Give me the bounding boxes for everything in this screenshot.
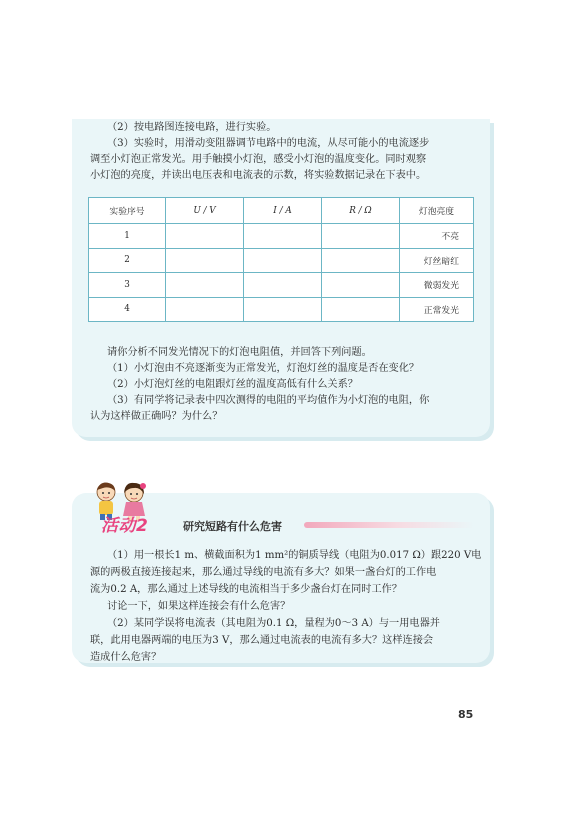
- current-cell[interactable]: [244, 224, 322, 249]
- table-row: [89, 248, 474, 273]
- question-2: （2）小灯泡灯丝的电阻跟灯丝的温度高低有什么关系？: [107, 379, 358, 390]
- brightness-cell: 不亮: [400, 224, 474, 249]
- activity-discussion-text: 讨论一下，如果这样连接会有什么危害？: [107, 601, 291, 612]
- resistance-cell[interactable]: [322, 224, 400, 249]
- current-cell[interactable]: [244, 297, 322, 322]
- col-header-brightness: 灯泡亮度: [400, 198, 474, 224]
- trial-number: 1: [89, 224, 166, 249]
- question-1: （1）小灯泡由不亮逐渐变为正常发光，灯泡灯丝的温度是否在变化？: [107, 363, 420, 374]
- activity-q2-text: （2）某同学误将电流表（其电阻为0.1 Ω，量程为0～3 A）与一用电器并: [107, 618, 440, 629]
- table-header-row: [89, 198, 474, 224]
- activity-q1-text-cont: 源的两极直接连接起来，那么通过导线的电流有多大？如果一盏台灯的工作电: [90, 567, 437, 578]
- question-intro: 请你分析不同发光情况下的灯泡电阻值，并回答下列问题。: [107, 347, 372, 358]
- activity-q2-text-cont: 造成什么危害？: [90, 652, 162, 663]
- step-3-text-cont: 调至小灯泡正常发光。用手触摸小灯泡，感受小灯泡的温度变化。同时观察: [90, 154, 427, 165]
- voltage-cell[interactable]: [166, 297, 244, 322]
- brightness-cell: 灯丝暗红: [400, 248, 474, 273]
- voltage-cell[interactable]: [166, 273, 244, 298]
- table-row: [89, 297, 474, 322]
- trial-number: 4: [89, 297, 166, 322]
- voltage-cell[interactable]: [166, 224, 244, 249]
- page-number: 85: [458, 708, 474, 721]
- col-header-trial: 实验序号: [89, 198, 166, 224]
- resistance-cell[interactable]: [322, 273, 400, 298]
- voltage-cell[interactable]: [166, 248, 244, 273]
- trial-number: 2: [89, 248, 166, 273]
- brightness-cell: 微弱发光: [400, 273, 474, 298]
- table-row: [89, 224, 474, 249]
- data-table: [88, 197, 474, 322]
- activity-q1-text-cont: 流为0.2 A，那么通过上述导线的电流相当于多少盏台灯在同时工作？: [90, 584, 403, 595]
- title-decoration-bar: [304, 522, 474, 528]
- col-header-resistance: R / Ω: [322, 198, 400, 224]
- current-cell[interactable]: [244, 248, 322, 273]
- question-3: （3）有同学将记录表中四次测得的电阻的平均值作为小灯泡的电阻，你: [107, 395, 430, 406]
- resistance-cell[interactable]: [322, 248, 400, 273]
- trial-number: 3: [89, 273, 166, 298]
- activity-q1-text: （1）用一根长1 m、横截面积为1 mm²的铜质导线（电阻为0.017 Ω）跟220 V电: [107, 550, 482, 561]
- col-header-current: I / A: [244, 198, 322, 224]
- question-3-cont: 认为这样做正确吗？为什么？: [90, 411, 223, 422]
- table-row: [89, 273, 474, 298]
- step-3-text-cont: 小灯泡的亮度，并读出电压表和电流表的示数，将实验数据记录在下表中。: [90, 170, 427, 181]
- col-header-voltage: U / V: [166, 198, 244, 224]
- resistance-cell[interactable]: [322, 297, 400, 322]
- current-cell[interactable]: [244, 273, 322, 298]
- brightness-cell: 正常发光: [400, 297, 474, 322]
- step-3-text: （3）实验时，用滑动变阻器调节电路中的电流，从尽可能小的电流逐步: [107, 138, 430, 149]
- activity-label: 活动2: [101, 516, 149, 536]
- activity-title: 研究短路有什么危害: [183, 520, 282, 533]
- activity-q2-text-cont: 联，此用电器两端的电压为3 V，那么通过电流表的电流有多大？这样连接会: [90, 635, 434, 646]
- step-2-text: （2）按电路图连接电路，进行实验。: [107, 122, 277, 133]
